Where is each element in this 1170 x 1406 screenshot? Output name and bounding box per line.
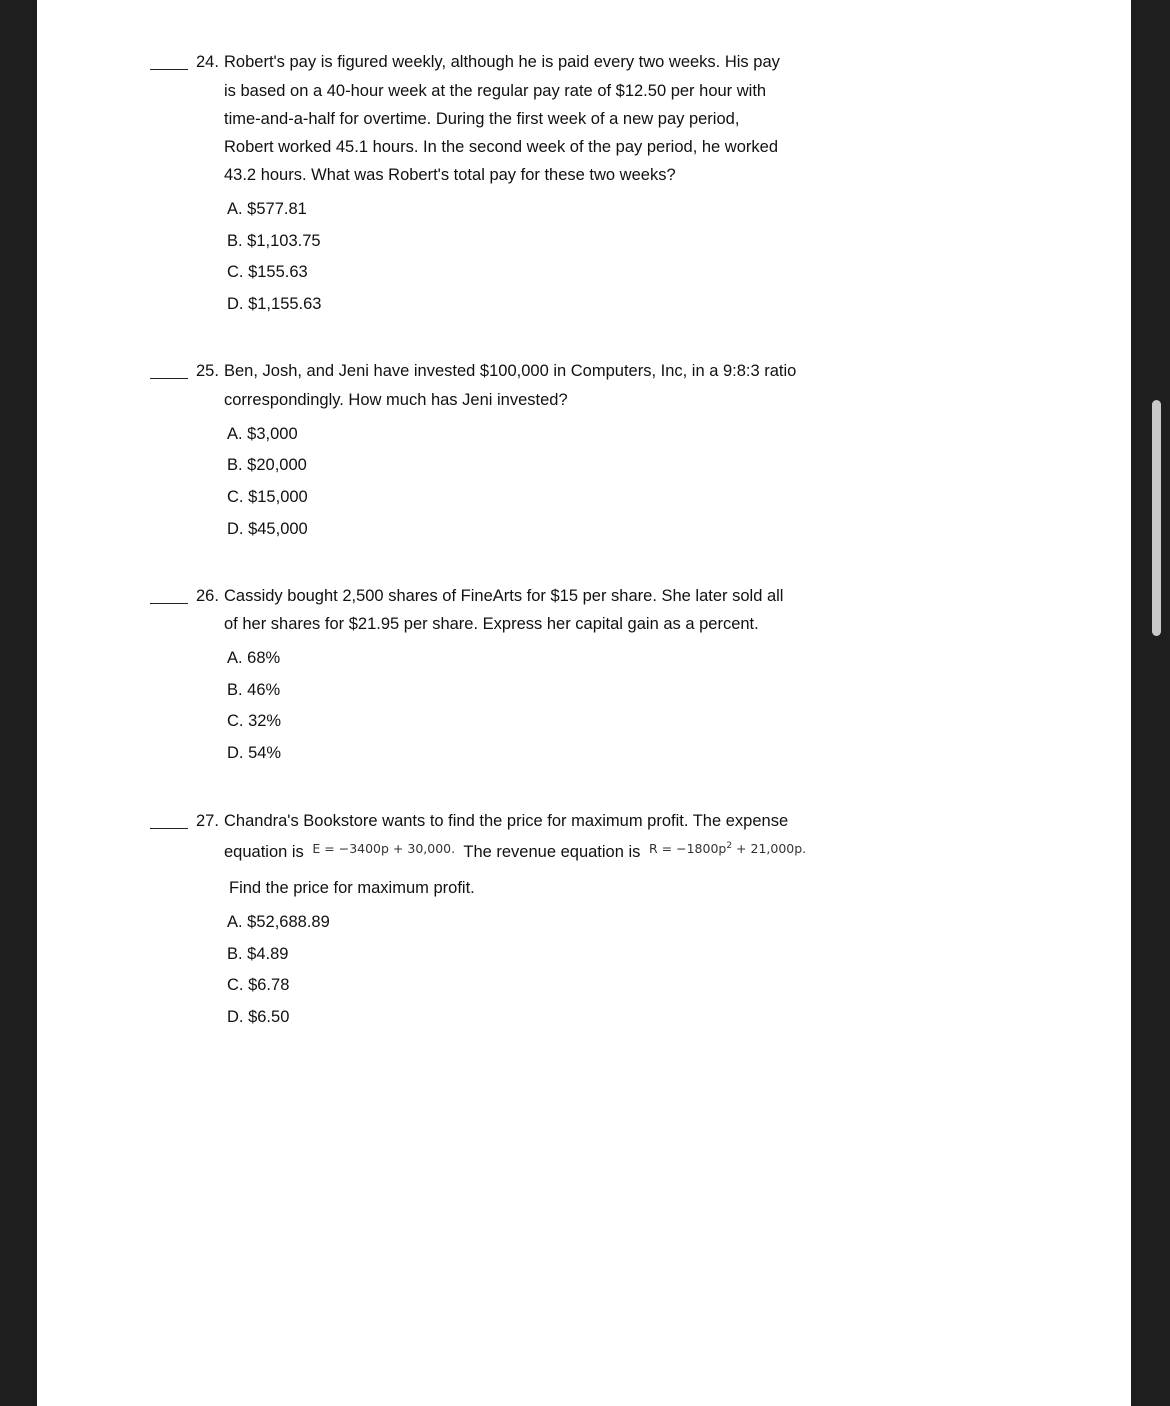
question-number: 24. bbox=[196, 53, 219, 71]
question-text-line: Cassidy bought 2,500 shares of FineArts for $15 per share. She later sold all bbox=[224, 587, 784, 605]
question-number: 25. bbox=[196, 362, 219, 380]
answer-blank[interactable] bbox=[150, 603, 188, 604]
option-a: A. $577.81 bbox=[227, 200, 307, 218]
question-text-line: 43.2 hours. What was Robert's total pay for these two weeks? bbox=[224, 166, 676, 184]
option-b: B. 46% bbox=[227, 681, 281, 699]
option-c: C. $155.63 bbox=[227, 263, 308, 281]
answer-blank[interactable] bbox=[150, 69, 188, 70]
option-b: B. $4.89 bbox=[227, 945, 289, 963]
option-c: C. $15,000 bbox=[227, 488, 308, 506]
option-a: A. $52,688.89 bbox=[227, 913, 330, 931]
question-text-line: Chandra's Bookstore wants to find the price for maximum profit. The expense bbox=[224, 812, 789, 830]
answer-blank[interactable] bbox=[150, 828, 188, 829]
revenue-eq-part: + 21,000p. bbox=[732, 841, 807, 857]
question-text-line: of her shares for $21.95 per share. Express her capital gain as a percent. bbox=[224, 615, 759, 633]
question-text-line: is based on a 40-hour week at the regular pay rate of $12.50 per hour with bbox=[224, 82, 767, 100]
option-d: D. $6.50 bbox=[227, 1008, 290, 1026]
question-prompt: Find the price for maximum profit. bbox=[229, 879, 475, 897]
revenue-eq-part: R = −1800p bbox=[649, 841, 727, 857]
question-number: 27. bbox=[196, 812, 219, 830]
document-page bbox=[37, 0, 1131, 1406]
option-d: D. $45,000 bbox=[227, 520, 308, 538]
expense-equation: E = −3400p + 30,000. bbox=[312, 841, 456, 857]
revenue-equation bbox=[649, 841, 806, 856]
answer-blank[interactable] bbox=[150, 378, 188, 379]
option-a: A. $3,000 bbox=[227, 425, 298, 443]
question-text-line: Ben, Josh, and Jeni have invested $100,000 in Computers, Inc, in a 9:8:3 ratio bbox=[224, 362, 797, 380]
scrollbar-thumb[interactable] bbox=[1152, 400, 1161, 636]
question-number: 26. bbox=[196, 587, 219, 605]
revenue-label: The revenue equation is bbox=[463, 843, 641, 862]
question-text-line: Robert's pay is figured weekly, although he is paid every two weeks. His pay bbox=[224, 53, 780, 71]
option-c: C. $6.78 bbox=[227, 976, 290, 994]
question-text-line: time-and-a-half for overtime. During the first week of a new pay period, bbox=[224, 110, 740, 128]
equation-label: equation is bbox=[224, 843, 304, 862]
option-b: B. $20,000 bbox=[227, 456, 307, 474]
option-d: D. 54% bbox=[227, 744, 282, 762]
question-text-line: correspondingly. How much has Jeni invested? bbox=[224, 391, 568, 409]
option-d: D. $1,155.63 bbox=[227, 295, 322, 313]
option-b: B. $1,103.75 bbox=[227, 232, 321, 250]
option-c: C. 32% bbox=[227, 712, 282, 730]
option-a: A. 68% bbox=[227, 649, 281, 667]
question-text-line-equations bbox=[224, 836, 810, 867]
question-text-line: Robert worked 45.1 hours. In the second week of the pay period, he worked bbox=[224, 138, 778, 156]
revenue-eq-exponent: 2 bbox=[726, 841, 733, 851]
